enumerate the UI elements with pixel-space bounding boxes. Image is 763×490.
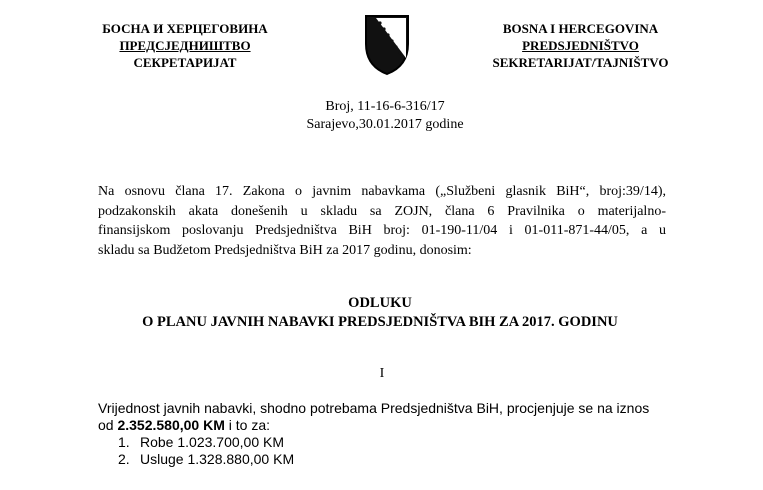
list-item-text: Usluge 1.328.880,00 KM [140, 451, 295, 467]
section-body [98, 400, 678, 468]
header-right-line3: SEKRETARIJAT/TAJNIŠTVO [492, 55, 669, 70]
intro-line2: podzakonskih akata donešenih u skladu sa ZOJN, člana 6 Pravilnika o materijalno- [98, 203, 666, 219]
header-right [468, 20, 693, 71]
header-right-line1: BOSNA I HERCEGOVINA [502, 21, 659, 36]
document-number: Broj, 11-16-6-316/17 [325, 99, 445, 114]
document-place-date: Sarajevo,30.01.2017 godine [306, 117, 464, 132]
header-left-line1: БОСНА И ХЕРЦЕГОВИНА [102, 21, 268, 36]
section-line2-prefix: od [98, 417, 118, 433]
list-item-number: 1. [118, 434, 130, 450]
list-item [98, 451, 678, 468]
list-item-number: 2. [118, 451, 130, 467]
header-left [70, 20, 300, 71]
header-left-line2: ПРЕДСЈЕДНИШТВО [119, 38, 251, 53]
decision-title: ODLUKU [348, 295, 412, 311]
list-item [98, 434, 678, 451]
list-item-text: Robe 1.023.700,00 KM [140, 434, 284, 450]
intro-paragraph [98, 182, 666, 260]
section-line2 [98, 417, 678, 434]
section-numeral: I [379, 366, 385, 381]
intro-line3: finansijskom poslovanju Predsjedništva BiH broj: 01-190-11/04 i 01-011-871-44/05, a u [98, 223, 666, 238]
section-line1: Vrijednost javnih nabavki, shodno potrebama Predsjedništva BiH, procjenjuje se na iznos [98, 400, 650, 416]
intro-line4: skladu sa Budžetom Predsjedništva BiH za 2017 godinu, donosim: [98, 242, 472, 258]
section-line2-suffix: i to za: [224, 417, 271, 433]
intro-line1: Na osnovu člana 17. Zakona o javnim nabavkama („Službeni glasnik BiH“, broj:39/14), [98, 184, 666, 199]
header-left-line3: СЕКРЕТАРИЈАТ [133, 55, 237, 70]
decision-subtitle: O PLANU JAVNIH NABAVKI PREDSJEDNIŠTVA BIH ZA 2017. GODINU [142, 314, 618, 330]
coat-of-arms-icon [364, 14, 410, 76]
header-right-line2: PREDSJEDNIŠTVO [522, 38, 639, 53]
total-amount: 2.352.580,00 KM [117, 417, 225, 433]
